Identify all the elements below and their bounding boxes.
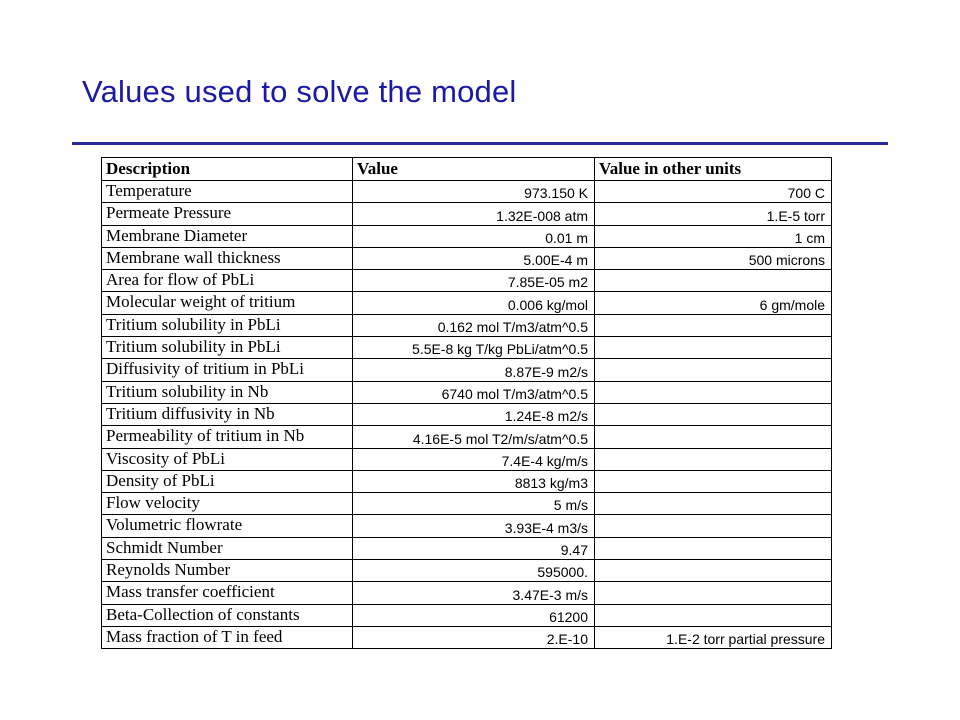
cell-value-other-units: 700 C bbox=[595, 181, 832, 203]
cell-value: 5.5E-8 kg T/kg PbLi/atm^0.5 bbox=[353, 337, 595, 359]
table-row bbox=[102, 181, 832, 203]
cell-value: 4.16E-5 mol T2/m/s/atm^0.5 bbox=[353, 426, 595, 448]
table-row bbox=[102, 560, 832, 582]
cell-value: 1.32E-008 atm bbox=[353, 203, 595, 225]
cell-value-other-units: 1.E-5 torr bbox=[595, 203, 832, 225]
cell-description: Volumetric flowrate bbox=[102, 515, 353, 537]
cell-value-other-units bbox=[595, 426, 832, 448]
table-row bbox=[102, 604, 832, 626]
table-row bbox=[102, 270, 832, 292]
cell-value: 595000. bbox=[353, 560, 595, 582]
cell-value: 973.150 K bbox=[353, 181, 595, 203]
cell-value: 2.E-10 bbox=[353, 626, 595, 648]
cell-value: 61200 bbox=[353, 604, 595, 626]
table-row bbox=[102, 582, 832, 604]
cell-description: Permeate Pressure bbox=[102, 203, 353, 225]
cell-value-other-units bbox=[595, 448, 832, 470]
table-row bbox=[102, 359, 832, 381]
header-description: Description bbox=[102, 158, 353, 181]
cell-description: Reynolds Number bbox=[102, 560, 353, 582]
cell-value-other-units bbox=[595, 470, 832, 492]
cell-value: 3.93E-4 m3/s bbox=[353, 515, 595, 537]
table-row bbox=[102, 515, 832, 537]
cell-value-other-units bbox=[595, 381, 832, 403]
cell-value: 3.47E-3 m/s bbox=[353, 582, 595, 604]
table-row bbox=[102, 403, 832, 425]
header-value-other-units: Value in other units bbox=[595, 158, 832, 181]
cell-value-other-units bbox=[595, 314, 832, 336]
cell-value: 5.00E-4 m bbox=[353, 247, 595, 269]
cell-value: 0.006 kg/mol bbox=[353, 292, 595, 314]
cell-description: Diffusivity of tritium in PbLi bbox=[102, 359, 353, 381]
header-value: Value bbox=[353, 158, 595, 181]
cell-description: Temperature bbox=[102, 181, 353, 203]
cell-value: 7.4E-4 kg/m/s bbox=[353, 448, 595, 470]
table-row bbox=[102, 203, 832, 225]
table-row bbox=[102, 225, 832, 247]
table-header-row bbox=[102, 158, 832, 181]
table-row bbox=[102, 381, 832, 403]
cell-description: Molecular weight of tritium bbox=[102, 292, 353, 314]
cell-value-other-units bbox=[595, 403, 832, 425]
table-row bbox=[102, 626, 832, 648]
cell-value: 5 m/s bbox=[353, 493, 595, 515]
values-table bbox=[101, 157, 832, 649]
cell-description: Schmidt Number bbox=[102, 537, 353, 559]
table-row bbox=[102, 247, 832, 269]
table-row bbox=[102, 470, 832, 492]
table-row bbox=[102, 493, 832, 515]
cell-value-other-units bbox=[595, 515, 832, 537]
cell-value-other-units bbox=[595, 359, 832, 381]
table-row bbox=[102, 314, 832, 336]
cell-description: Flow velocity bbox=[102, 493, 353, 515]
cell-description: Tritium solubility in Nb bbox=[102, 381, 353, 403]
cell-description: Density of PbLi bbox=[102, 470, 353, 492]
cell-value-other-units: 6 gm/mole bbox=[595, 292, 832, 314]
cell-description: Beta-Collection of constants bbox=[102, 604, 353, 626]
table-row bbox=[102, 537, 832, 559]
cell-value: 6740 mol T/m3/atm^0.5 bbox=[353, 381, 595, 403]
cell-description: Membrane Diameter bbox=[102, 225, 353, 247]
cell-value: 8813 kg/m3 bbox=[353, 470, 595, 492]
cell-value-other-units bbox=[595, 493, 832, 515]
cell-value-other-units bbox=[595, 537, 832, 559]
cell-value-other-units bbox=[595, 337, 832, 359]
cell-value-other-units bbox=[595, 560, 832, 582]
cell-description: Tritium solubility in PbLi bbox=[102, 337, 353, 359]
cell-description: Mass fraction of T in feed bbox=[102, 626, 353, 648]
table-body bbox=[102, 181, 832, 649]
cell-value: 9.47 bbox=[353, 537, 595, 559]
cell-value-other-units bbox=[595, 270, 832, 292]
cell-value: 1.24E-8 m2/s bbox=[353, 403, 595, 425]
table-row bbox=[102, 292, 832, 314]
cell-description: Tritium diffusivity in Nb bbox=[102, 403, 353, 425]
title-divider bbox=[72, 142, 888, 145]
cell-value-other-units bbox=[595, 582, 832, 604]
cell-description: Area for flow of PbLi bbox=[102, 270, 353, 292]
cell-value-other-units: 500 microns bbox=[595, 247, 832, 269]
table-row bbox=[102, 448, 832, 470]
cell-value: 0.01 m bbox=[353, 225, 595, 247]
cell-value-other-units: 1 cm bbox=[595, 225, 832, 247]
cell-description: Mass transfer coefficient bbox=[102, 582, 353, 604]
cell-value-other-units bbox=[595, 604, 832, 626]
cell-description: Permeability of tritium in Nb bbox=[102, 426, 353, 448]
slide-title: Values used to solve the model bbox=[82, 74, 517, 109]
cell-description: Viscosity of PbLi bbox=[102, 448, 353, 470]
cell-value: 8.87E-9 m2/s bbox=[353, 359, 595, 381]
cell-value: 7.85E-05 m2 bbox=[353, 270, 595, 292]
cell-value-other-units: 1.E-2 torr partial pressure bbox=[595, 626, 832, 648]
table-row bbox=[102, 337, 832, 359]
cell-description: Tritium solubility in PbLi bbox=[102, 314, 353, 336]
table-row bbox=[102, 426, 832, 448]
cell-description: Membrane wall thickness bbox=[102, 247, 353, 269]
cell-value: 0.162 mol T/m3/atm^0.5 bbox=[353, 314, 595, 336]
